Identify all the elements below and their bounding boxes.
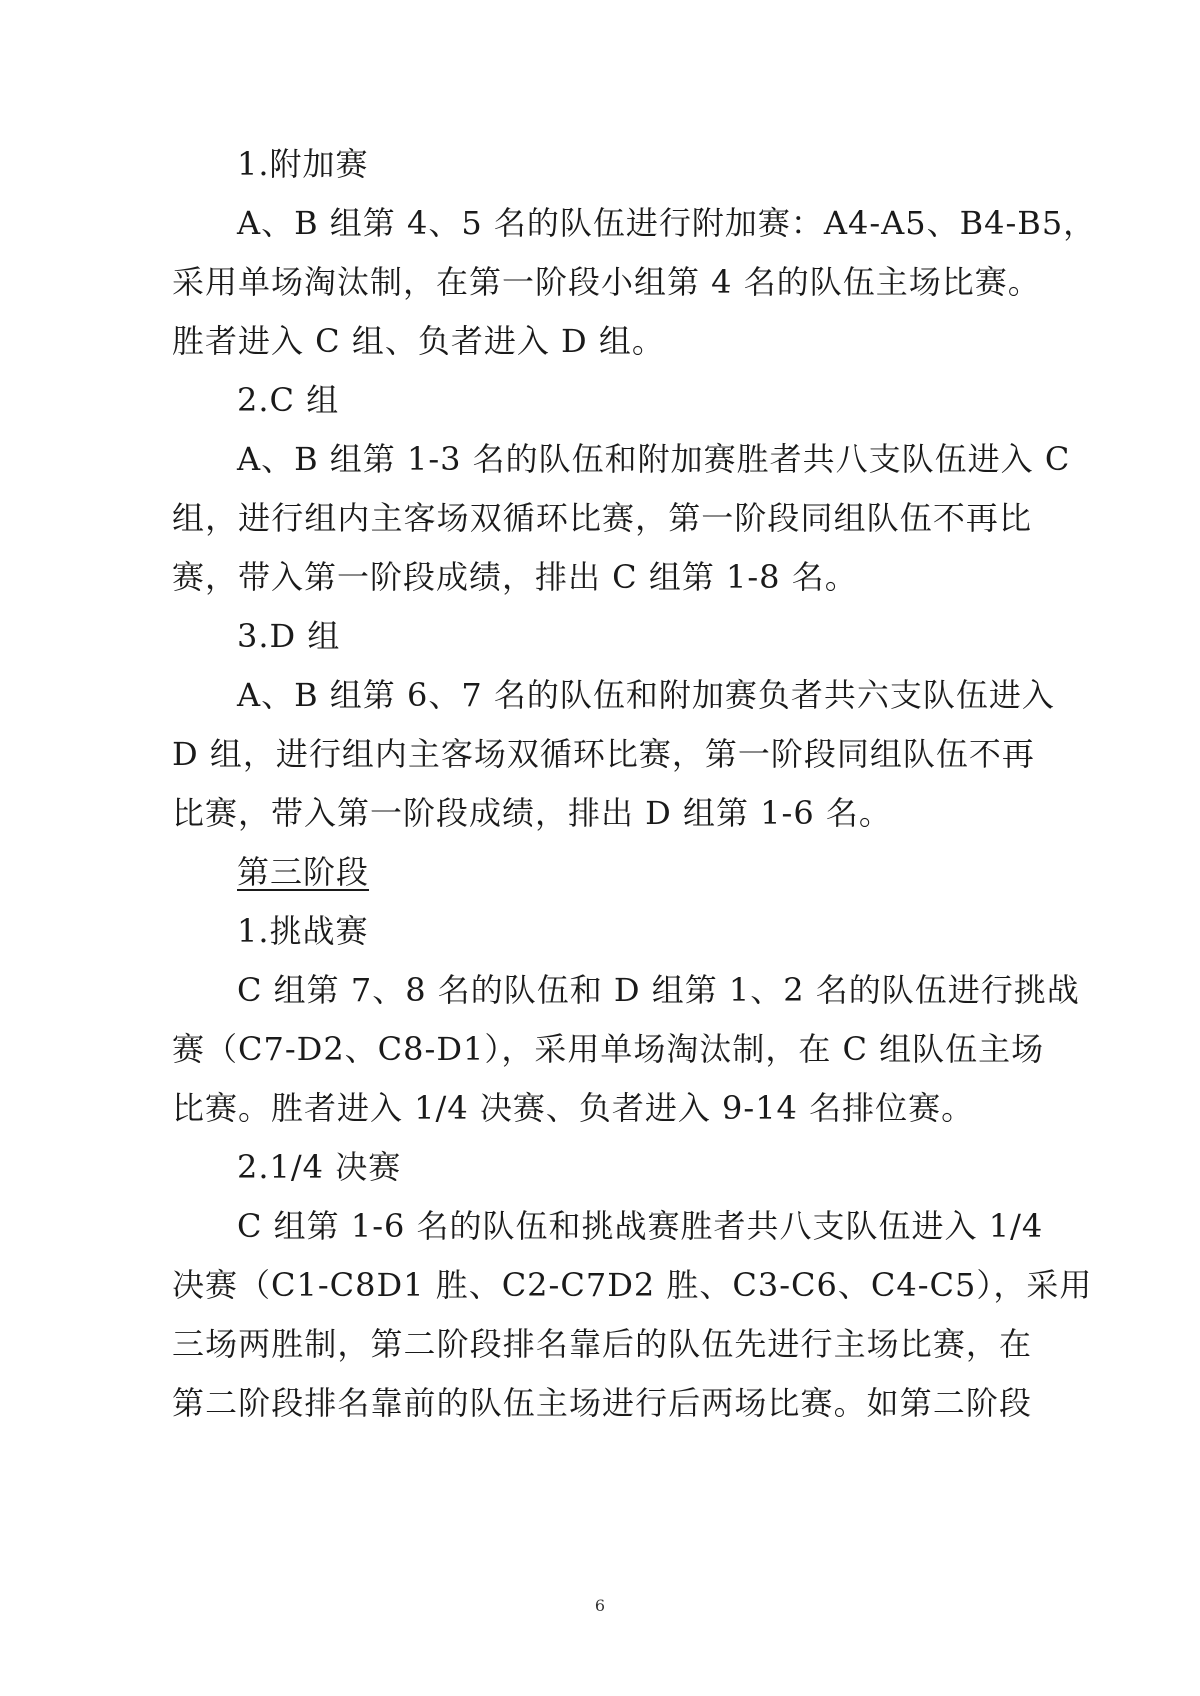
paragraph-line: A、B 组第 6、7 名的队伍和附加赛负者共六支队伍进入	[237, 676, 1055, 714]
section-heading-text: 第三阶段	[237, 853, 370, 891]
paragraph-line: D 组，进行组内主客场双循环比赛，第一阶段同组队伍不再	[172, 735, 1035, 773]
section-heading-stage-three	[237, 852, 1097, 892]
paragraph-line: 赛，带入第一阶段成绩，排出 C 组第 1-8 名。	[172, 558, 858, 596]
paragraph-line: 三场两胜制，第二阶段排名靠后的队伍先进行主场比赛，在	[172, 1325, 1032, 1363]
paragraph-line: 比赛。胜者进入 1/4 决赛、负者进入 9-14 名排位赛。	[172, 1089, 975, 1127]
paragraph-line: 赛（C7-D2、C8-D1），采用单场淘汰制，在 C 组队伍主场	[172, 1030, 1045, 1068]
heading-group-c: 2.C 组	[237, 381, 340, 419]
paragraph-line: 组，进行组内主客场双循环比赛，第一阶段同组队伍不再比	[172, 499, 1032, 537]
paragraph-line: 采用单场淘汰制，在第一阶段小组第 4 名的队伍主场比赛。	[172, 263, 1041, 301]
heading-quarterfinal: 2.1/4 决赛	[237, 1148, 402, 1186]
page-number: 6	[594, 1596, 606, 1615]
heading-challenge: 1.挑战赛	[237, 912, 369, 950]
paragraph-line: A、B 组第 1-3 名的队伍和附加赛胜者共八支队伍进入 C	[237, 440, 1071, 478]
paragraph-line: 比赛，带入第一阶段成绩，排出 D 组第 1-6 名。	[172, 794, 892, 832]
paragraph-line: 胜者进入 C 组、负者进入 D 组。	[172, 322, 665, 360]
paragraph-line: A、B 组第 4、5 名的队伍进行附加赛：A4-A5、B4-B5，	[237, 204, 1097, 242]
paragraph-line: 第二阶段排名靠前的队伍主场进行后两场比赛。如第二阶段	[172, 1384, 1032, 1422]
paragraph-line: C 组第 1-6 名的队伍和挑战赛胜者共八支队伍进入 1/4	[237, 1207, 1044, 1245]
paragraph-line: 决赛（C1-C8D1 胜、C2-C7D2 胜、C3-C6、C4-C5），采用	[172, 1266, 1093, 1304]
paragraph-line: C 组第 7、8 名的队伍和 D 组第 1、2 名的队伍进行挑战	[237, 971, 1080, 1009]
heading-playoff: 1.附加赛	[237, 145, 369, 183]
heading-group-d: 3.D 组	[237, 617, 341, 655]
